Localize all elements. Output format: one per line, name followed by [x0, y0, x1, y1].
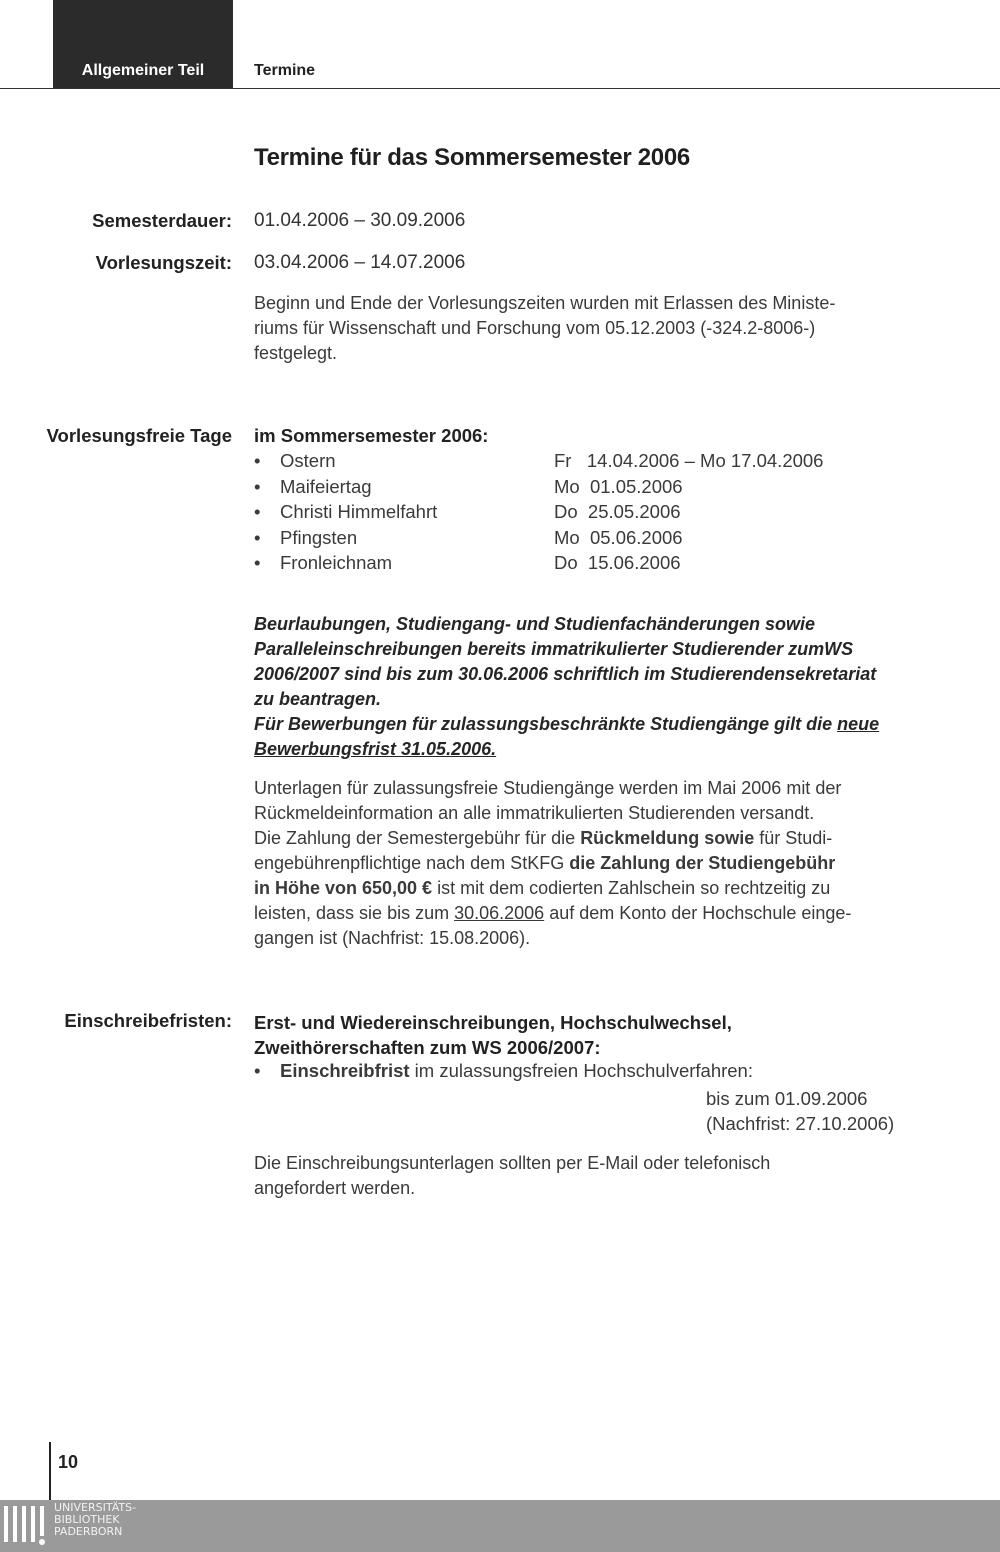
einschreibfrist-deadline [706, 1086, 894, 1136]
einschreibfrist-text: im zulassungsfreien Hochschulverfahren: [409, 1060, 753, 1081]
payment-line: gangen ist (Nachfrist: 15.08.2006). [254, 928, 531, 948]
header-tab-label: Allgemeiner Teil [81, 62, 205, 79]
library-line: BIBLIOTHEK [54, 1513, 120, 1526]
payment-text: engebührenpflichtige nach dem StKFG [254, 853, 570, 873]
vorlesungszeit-note [254, 291, 936, 366]
bullet-icon: • [254, 501, 261, 522]
grace-date: (Nachfrist: 27.10.2006) [706, 1113, 895, 1134]
payment-line [254, 876, 936, 901]
bullet-icon: • [254, 450, 261, 471]
holiday-name: Maifeiertag [280, 475, 372, 497]
list-item [254, 476, 904, 502]
holiday-name: Pfingsten [280, 526, 358, 548]
holiday-name: Ostern [280, 450, 336, 471]
holiday-list [254, 450, 904, 578]
holiday-name: Christi Himmelfahrt [280, 501, 438, 522]
note-line: festgelegt. [254, 343, 338, 363]
note-line: angefordert werden. [254, 1178, 416, 1198]
list-item [254, 527, 904, 553]
bullet-icon: • [254, 1060, 261, 1081]
payment-line: Rückmeldeinformation an alle immatrikulierten Studierenden versandt. [254, 803, 815, 823]
payment-bold: Rückmeldung sowie [580, 828, 755, 848]
payment-bold: die Zahlung der Studiengebühr [569, 853, 836, 873]
payment-text: leisten, dass sie bis zum [254, 903, 455, 923]
bullet-icon: • [254, 526, 261, 548]
library-footer-bar [0, 1500, 1000, 1552]
library-line: UNIVERSITÄTS- [54, 1501, 137, 1514]
payment-text: auf dem Konto der Hochschule einge- [544, 903, 852, 923]
holiday-date: Mo 01.05.2006 [554, 475, 683, 497]
holiday-date: Do 15.06.2006 [554, 552, 681, 573]
page-title: Termine für das Sommersemester 2006 [254, 144, 690, 171]
payment-line [254, 851, 936, 876]
header-section-label: Termine [254, 62, 316, 79]
einschreibfrist-bold: Einschreibfrist [280, 1060, 410, 1081]
vorlesungszeit-label: Vorlesungszeit: [95, 252, 232, 273]
subtitle-line: Zweithörerschaften zum WS 2006/2007: [254, 1037, 601, 1058]
notice-line: Paralleleinschreibungen bereits immatrikulierter Studierender zumWS [254, 639, 854, 659]
semesterdauer-label: Semesterdauer: [92, 210, 232, 231]
payment-bold: in Höhe von 650,00 € [254, 878, 433, 898]
payment-underlined-date: 30.06.2006 [454, 903, 545, 923]
bullet-icon: • [254, 552, 261, 573]
note-line: Beginn und Ende der Vorlesungszeiten wurden mit Erlassen des Ministe- [254, 293, 836, 313]
page-number-rule [49, 1442, 51, 1502]
list-item [254, 501, 904, 527]
holidays-subtitle: im Sommersemester 2006: [254, 425, 489, 446]
list-item [254, 1060, 753, 1082]
payment-text: ist mit dem codierten Zahlschein so rechtzeitig zu [432, 878, 831, 898]
semesterdauer-value: 01.04.2006 – 30.09.2006 [254, 210, 466, 231]
notice-line [254, 737, 944, 762]
holiday-name: Fronleichnam [280, 552, 393, 573]
header-rule [0, 88, 1000, 89]
einschreibefristen-subtitle [254, 1010, 934, 1060]
payment-line: Unterlagen für zulassungsfreie Studiengänge werden im Mai 2006 mit der [254, 778, 842, 798]
note-line: Die Einschreibungsunterlagen sollten per E-Mail oder telefonisch [254, 1153, 771, 1173]
payment-line [254, 901, 936, 926]
einschreibefristen-note [254, 1151, 936, 1201]
holiday-date: Fr 14.04.2006 – Mo 17.04.2006 [554, 450, 824, 471]
list-item [254, 450, 904, 476]
notice-text: Für Bewerbungen für zulassungsbeschränkte Studiengänge gilt die [254, 714, 838, 734]
notice-underlined: neue [837, 714, 880, 734]
library-logo-icon [4, 1504, 48, 1546]
header-tab [53, 0, 233, 88]
holidays-label: Vorlesungsfreie Tage [46, 425, 232, 446]
payment-text: Die Zahlung der Semestergebühr für die [254, 828, 581, 848]
list-item [254, 552, 904, 578]
vorlesungszeit-value: 03.04.2006 – 14.07.2006 [254, 252, 466, 273]
payment-paragraph [254, 776, 936, 951]
subtitle-line: Erst- und Wiedereinschreibungen, Hochschulwechsel, [254, 1012, 732, 1033]
payment-line [254, 826, 936, 851]
holiday-date: Do 25.05.2006 [554, 501, 681, 522]
bullet-icon: • [254, 475, 261, 497]
payment-text: für Studi- [754, 828, 833, 848]
notice-line: Beurlaubungen, Studiengang- und Studienfachänderungen sowie [254, 614, 816, 634]
holiday-date: Mo 05.06.2006 [554, 526, 683, 548]
library-line: PADERBORN [54, 1525, 123, 1538]
einschreibefristen-label: Einschreibefristen: [64, 1010, 232, 1031]
notice-block [254, 612, 944, 762]
page-number: 10 [58, 1452, 79, 1472]
note-line: riums für Wissenschaft und Forschung vom 05.12.2003 (-324.2-8006-) [254, 318, 816, 338]
notice-underlined: Bewerbungsfrist 31.05.2006. [254, 739, 497, 759]
notice-line [254, 712, 944, 737]
deadline-date: bis zum 01.09.2006 [706, 1088, 868, 1109]
notice-line: zu beantragen. [254, 689, 382, 709]
library-name [54, 1502, 136, 1538]
notice-line: 2006/2007 sind bis zum 30.06.2006 schriftlich im Studierendensekretariat [254, 664, 877, 684]
